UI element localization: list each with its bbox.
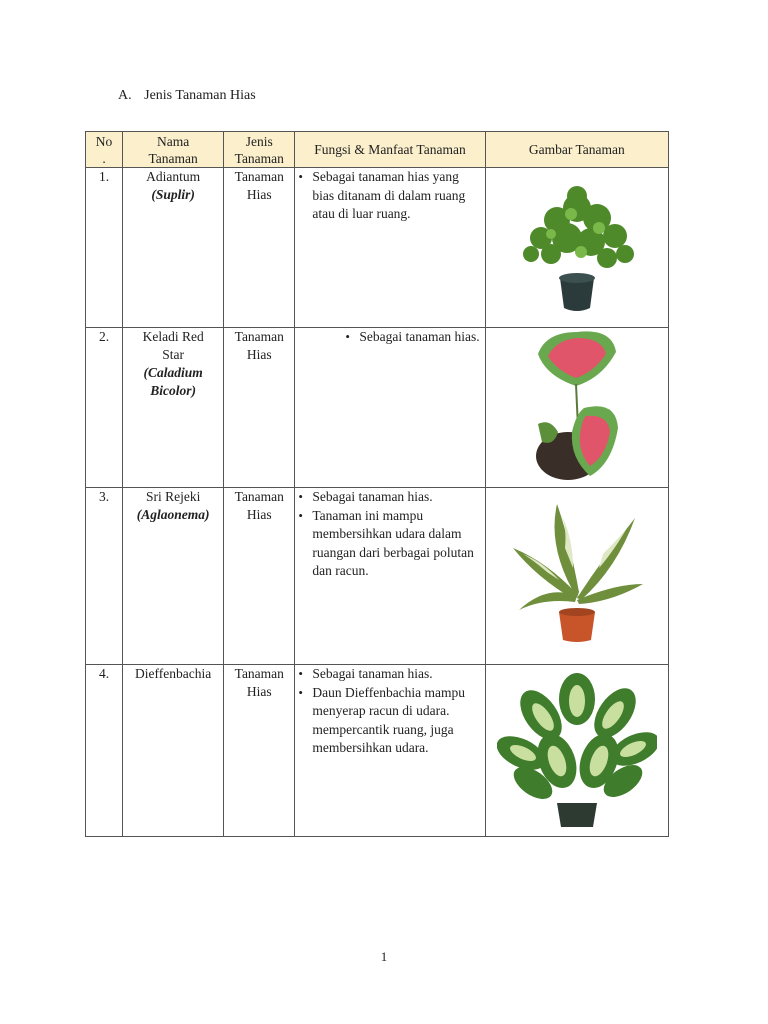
- function-item: • Sebagai tanaman hias yang bias ditanam di dalam ruang atau di luar ruang.: [312, 168, 480, 224]
- header-type-line1: Jenis: [245, 133, 273, 149]
- table-header-row: [86, 132, 669, 168]
- plant-functions: [295, 328, 485, 488]
- page-number: 1: [380, 949, 388, 964]
- function-item: • Tanaman ini mampu membersihkan udara dalam ruangan dari berbagai polutan dan racun.: [312, 507, 480, 581]
- dieffenbachia-plant-image: [497, 665, 657, 830]
- caladium-plant-image: [532, 328, 622, 486]
- plant-name-line: Keladi Red: [142, 329, 204, 344]
- header-image: Gambar Tanaman: [485, 132, 668, 168]
- aglaonema-plant-image: [507, 488, 647, 648]
- row-number: 2.: [86, 328, 123, 488]
- header-name-line1: Nama: [157, 133, 190, 149]
- plant-type-line: Hias: [246, 507, 272, 522]
- section-heading: [118, 88, 256, 104]
- plant-type-line: Tanaman: [234, 329, 284, 344]
- plant-name: [123, 665, 224, 837]
- function-item: • Daun Dieffenbachia mampu menyerap racun di udara. mempercantik ruang, juga membersihkan udara.: [312, 684, 480, 758]
- plant-name: [123, 488, 224, 665]
- header-name: [123, 132, 224, 168]
- plant-type-line: Hias: [246, 187, 272, 202]
- plant-name-line: Star: [162, 347, 185, 362]
- plant-type-line: Tanaman: [234, 489, 284, 504]
- plant-image-cell: [485, 488, 668, 665]
- header-no-line2: .: [102, 150, 106, 166]
- header-type: [224, 132, 295, 168]
- table-row: [86, 488, 669, 665]
- table-row: [86, 168, 669, 328]
- plant-type-line: Hias: [246, 347, 272, 362]
- plant-name: [123, 328, 224, 488]
- adiantum-plant-image: [511, 168, 643, 318]
- plant-latin-name: (Aglaonema): [136, 507, 210, 522]
- row-number: 1.: [86, 168, 123, 328]
- function-list: [295, 488, 484, 581]
- table-row: [86, 665, 669, 837]
- function-item: • Sebagai tanaman hias.: [312, 488, 480, 507]
- function-item: • Sebagai tanaman hias.: [312, 665, 480, 684]
- plant-type: [224, 328, 295, 488]
- plant-functions: [295, 665, 485, 837]
- header-no-line1: No: [95, 133, 113, 149]
- section-marker: A.: [118, 88, 132, 103]
- plant-latin-name: (Suplir): [151, 187, 195, 202]
- table-row: [86, 328, 669, 488]
- header-no: [86, 132, 123, 168]
- header-type-line2: Tanaman: [234, 150, 284, 166]
- plant-type-line: Tanaman: [234, 169, 284, 184]
- plant-type-line: Tanaman: [234, 666, 284, 681]
- header-name-line2: Tanaman: [148, 150, 198, 166]
- row-number: 3.: [86, 488, 123, 665]
- function-item: • Sebagai tanaman hias.: [359, 328, 480, 347]
- header-function: Fungsi & Manfaat Tanaman: [295, 132, 485, 168]
- plant-image-cell: [485, 665, 668, 837]
- plant-name-line: Sri Rejeki: [145, 489, 201, 504]
- plant-type: [224, 665, 295, 837]
- section-title: Jenis Tanaman Hias: [144, 88, 256, 103]
- plants-table: [85, 131, 669, 837]
- plant-image-cell: [485, 168, 668, 328]
- function-list: [295, 328, 484, 347]
- function-list: [295, 665, 484, 758]
- plant-name: [123, 168, 224, 328]
- plant-latin-name: (Caladium Bicolor): [143, 365, 203, 398]
- plant-type: [224, 168, 295, 328]
- row-number: 4.: [86, 665, 123, 837]
- plant-functions: [295, 168, 485, 328]
- plant-type-line: Hias: [246, 684, 272, 699]
- plant-type: [224, 488, 295, 665]
- plant-name-line: Adiantum: [146, 169, 201, 184]
- plant-image-cell: [485, 328, 668, 488]
- plant-name-line: Dieffenbachia: [135, 666, 212, 681]
- plant-functions: [295, 488, 485, 665]
- function-list: [295, 168, 484, 224]
